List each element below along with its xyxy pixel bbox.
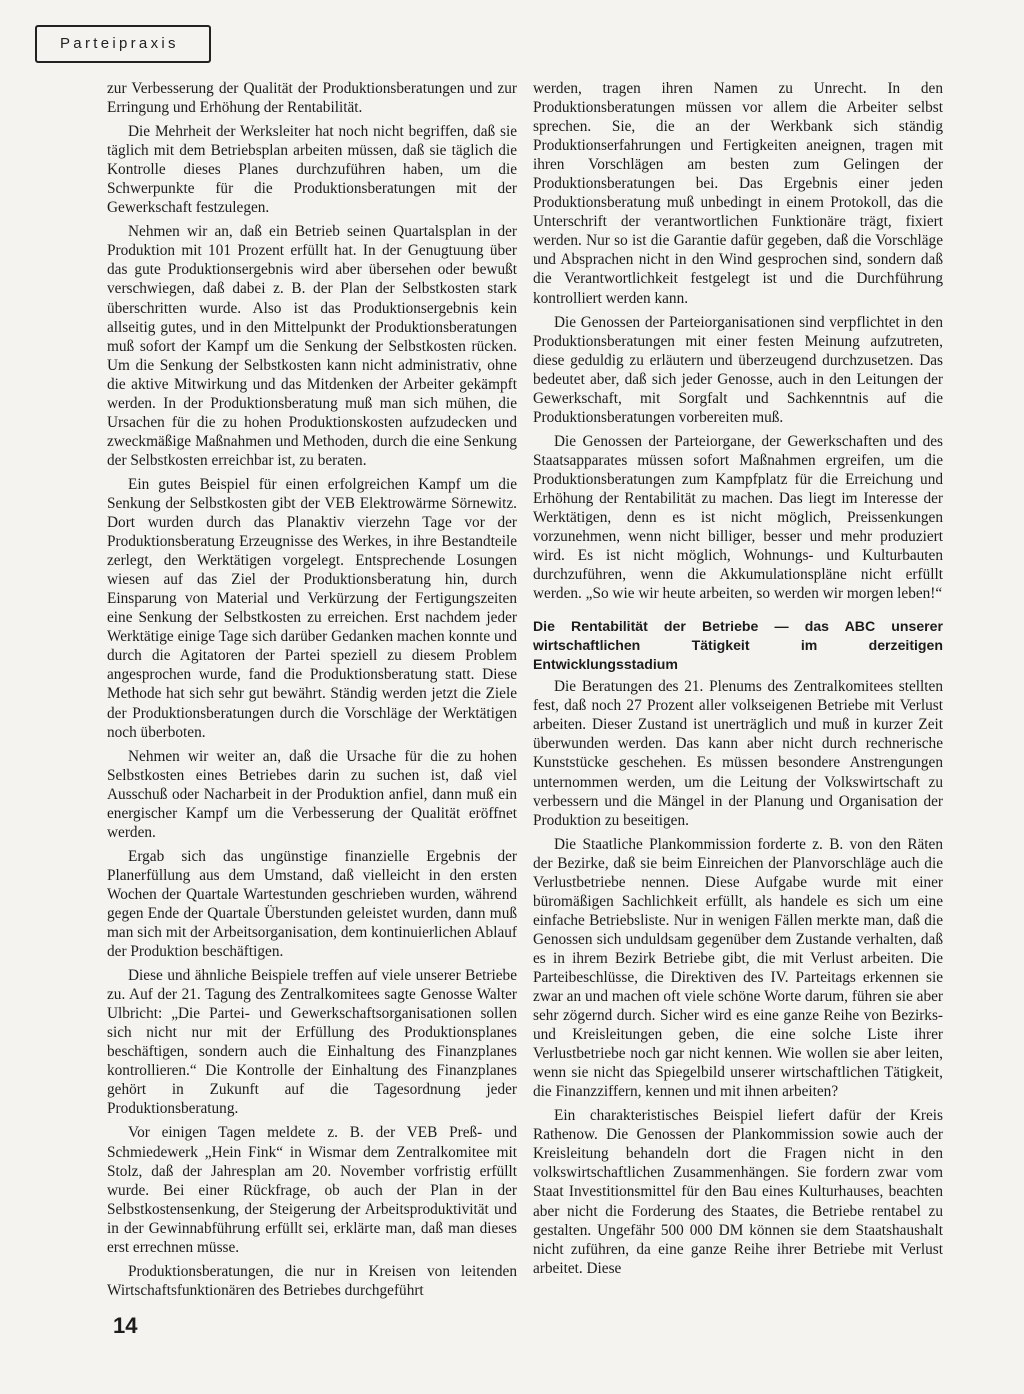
paragraph: zur Verbesserung der Qualität der Produktionsberatungen und zur Erringung und Erhöhung der Rentabilität.: [107, 80, 517, 117]
paragraph: Ein gutes Beispiel für einen erfolgreichen Kampf um die Senkung der Selbstkosten gibt der VEB Elektrowärme Sörnewitz. Dort wurden durch das Planaktiv vierzehn Tage vor der Produktionsberatung Erzeugnisse des Werkes, in ihre Bestandteile zerlegt, den Werktätigen vorgelegt. Entsprechende Losungen wiesen auf das Ziel der Produktionsberatung hin, durch Einsparung von Material und Verkürzung der Fertigungszeiten eine Senkung der Selbstkosten zu erreichen. Erst nachdem jeder Werktätige einige Tage sich darüber Gedanken machen konnte und durch die Agitatoren der Partei speziell zu diesem Problem angesprochen wurde, fand die Produktionsberatung statt. Diese Methode hat sich sehr gut bewährt. Ständig werden jetzt die Ziele der Produktionsberatungen durch die Vorschläge der Werktätigen noch überboten.: [107, 475, 517, 741]
page-number: 14: [113, 1313, 138, 1338]
paragraph: Vor einigen Tagen meldete z. B. der VEB Preß- und Schmiedewerk „Hein Fink“ in Wismar dem Zentralkomitee mit Stolz, daß der Jahresplan am 20. November vorfristig erfüllt wurde. Bei einer Rückfrage, ob auch der Plan in der Selbstkostensenkung, der Steigerung der Arbeitsproduktivität und in der Gewinnabführung erfüllt sei, erklärte man, daß man dieses erst errechnen müsse.: [107, 1124, 517, 1256]
paragraph: Die Genossen der Parteiorgane, der Gewerkschaften und des Staatsapparates müssen sofort Maßnahmen ergreifen, um die Produktionsberatungen zum Kampfplatz für die Erreichung und Erhöhung der Rentabilität zu machen. Das liegt im Interesse der Werktätigen, denn es ist nicht möglich, Preissenkungen vorzunehmen, wenn nicht billiger, besser und mehr produziert wird. Es ist nicht möglich, Wohnungs- und Kulturbauten durchzuführen, wenn die Akkumulationspläne nicht erfüllt werden. „So wie wir heute arbeiten, so werden wir morgen leben!“: [533, 432, 943, 603]
right-column: [533, 79, 943, 1283]
paragraph: Die Beratungen des 21. Plenums des Zentralkomitees stellten fest, daß noch 27 Prozent aller volkseigenen Betriebe mit Verlust arbeiten. Dieser Zustand ist unerträglich und muß in kurzer Zeit überwunden werden. Das kann aber nicht durch rechnerische Kunststücke geschehen. Es müssen besondere Anstrengungen unternommen werden, um die Leitung der Volkswirtschaft zu verbessern und die Mängel in der Planung und Organisation der Produktion zu beseitigen.: [533, 678, 943, 829]
paragraph: Die Mehrheit der Werksleiter hat noch nicht begriffen, daß sie täglich mit dem Betriebsplan arbeiten müssen, daß sie täglich die Kontrolle dieses Planes durchzuführen haben, um die Schwerpunkte für die Produktionsberatungen mit der Gewerkschaft festzulegen.: [107, 123, 517, 217]
paragraph: Die Genossen der Parteiorganisationen sind verpflichtet in den Produktionsberatungen mit einer festen Meinung aufzutreten, diese geduldig zu erläutern und überzeugend durchzusetzen. Das bedeutet aber, daß sich jeder Genosse, auch in den Leitungen der Gewerkschaft, mit Sorgfalt und Sachkenntnis auf die Produktionsberatungen vorbereiten muß.: [533, 313, 943, 426]
left-column: [107, 79, 517, 1305]
paragraph: Diese und ähnliche Beispiele treffen auf viele unserer Betriebe zu. Auf der 21. Tagung des Zentralkomitees sagte Genosse Walter Ulbricht: „Die Partei- und Gewerkschaftsorganisationen sollen sich nicht nur mit der Erfüllung des Produktionsplanes beschäftigen, sondern auch die Einhaltung des Finanzplanes kontrollieren.“ Die Kontrolle der Einhaltung des Finanzplanes gehört in Zukunft auf die Tagesordnung jeder Produktionsberatung.: [107, 967, 517, 1118]
section-header-label: Parteipraxis: [60, 35, 179, 52]
paragraph: werden, tragen ihren Namen zu Unrecht. In den Produktionsberatungen müssen vor allem die Arbeiter selbst sprechen. Sie, die an der Werkbank sich ständig Produktionserfahrungen und Fertigkeiten aneignen, tragen mit ihren Vorschlägen am besten zum Gelingen der Produktionsberatungen bei. Das Ergebnis einer jeden Produktionsberatung muß unbedingt in einem Protokoll, das die Unterschrift der verantwortlichen Funktionäre trägt, fixiert werden. Nur so ist die Garantie dafür gegeben, daß die Vorschläge und Absprachen nicht in den Wind gesprochen sind, sondern daß die Verantwortlichkeit festgelegt ist und die Durchführung kontrolliert werden kann.: [533, 80, 943, 307]
paragraph: Nehmen wir weiter an, daß die Ursache für die zu hohen Selbstkosten eines Betriebes darin zu suchen ist, daß viel Ausschuß oder Nacharbeit in der Produktion anfiel, dann muß ein energischer Kampf um die Verbesserung der Qualität eröffnet werden.: [107, 747, 517, 841]
paragraph: Ein charakteristisches Beispiel liefert dafür der Kreis Rathenow. Die Genossen der Plankommission sowie auch der Kreisleitung behandeln dort die Fragen nicht in den volkswirtschaftlichen Zusammenhängen. Sie fordern zwar vom Staat Investitionsmittel für den Bau eines Kulturhauses, beachten aber nicht die Forderung des Staates, die Betriebe rentabel zu gestalten. Ungefähr 500 000 DM können sie dem Staatshaushalt nicht zuführen, da eine ganze Reihe ihrer Betriebe mit Verlust arbeitet. Diese: [533, 1107, 943, 1277]
paragraph: Produktionsberatungen, die nur in Kreisen von leitenden Wirtschaftsfunktionären des Betriebes durchgeführt: [107, 1262, 517, 1299]
paragraph: Die Staatliche Plankommission forderte z. B. von den Räten der Bezirke, daß sie beim Einreichen der Planvorschläge auch die Verlustbetriebe nennen. Diese Aufgabe wurde mit einer büromäßigen Sachlichkeit erfüllt, als handele es sich um eine einfache Betriebsliste. Nur in wenigen Fällen merkte man, daß die Genossen sich unduldsam gegenüber dem Zustande verhalten, daß es in ihrem Bezirk Betriebe gibt, die mit Verlust arbeiten. Die Parteibeschlüsse, die Direktiven des IV. Parteitags erkennen sie zwar an und machen oft viele schöne Worte darum, führen sie aber sehr zögernd durch. Sicher wird es eine ganze Reihe von Bezirks- und Kreisleitungen geben, die eine solche Liste ihrer Verlustbetriebe noch gar nicht kennen. Wie wollen sie aber leiten, wenn sie nicht das Spiegelbild unserer wirtschaftlichen Tätigkeit, die Finanzziffern, kennen und mit ihnen arbeiten?: [533, 835, 943, 1101]
paragraph: Ergab sich das ungünstige finanzielle Ergebnis der Planerfüllung aus dem Umstand, daß vielleicht in den ersten Wochen der Quartale Wartestunden geschrieben wurden, während gegen Ende der Quartale Überstunden geleistet wurden, dann muß man sich mit der Arbeitsorganisation, dem kontinuierlichen Ablauf der Produktion beschäftigen.: [107, 847, 517, 961]
section-heading: Die Rentabilität der Betriebe — das ABC unserer wirtschaftlichen Tätigkeit im derzeitigen Entwicklungsstadium: [533, 618, 943, 673]
paragraph: Nehmen wir an, daß ein Betrieb seinen Quartalsplan in der Produktion mit 101 Prozent erfüllt hat. In der Genugtuung über das gute Produktionsergebnis wird aber übersehen oder bewußt verschwiegen, daß dabei z. B. der Plan der Selbstkosten stark überschritten wurde. Also ist das Produktionsergebnis kein allseitig gutes, und in den Mittelpunkt der Produktionsberatungen muß sofort der Kampf um die Senkung der Selbstkosten rücken. Um die Senkung der Selbstkosten kann nicht administrativ, ohne die aktive Mitwirkung und das Mitdenken der Arbeiter gekämpft werden. In der Produktionsberatung muß man sich mühen, die Ursachen für die zu hohen Produktionskosten aufzudecken und zweckmäßige Maßnahmen und Methoden, durch die eine Senkung der Selbstkosten erreichbar ist, zu beraten.: [107, 223, 517, 469]
